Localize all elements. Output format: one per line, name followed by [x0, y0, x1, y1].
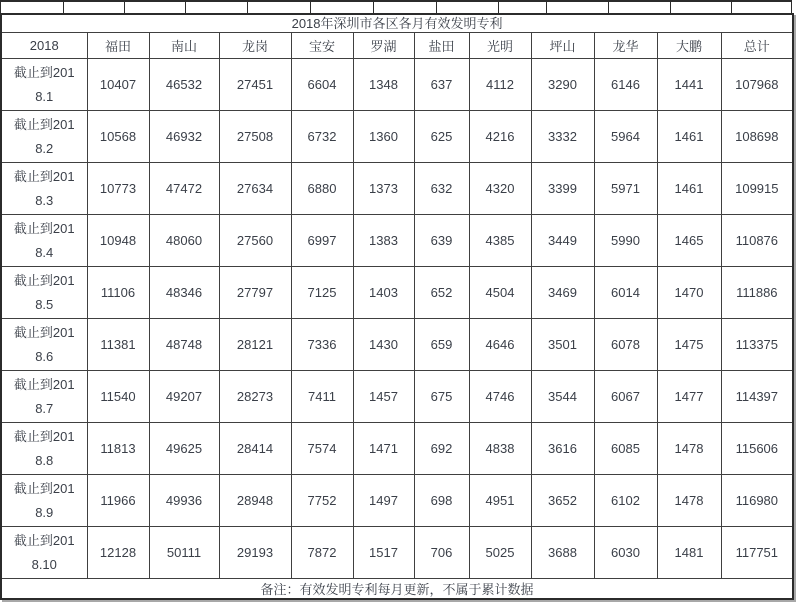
- column-header: 总计: [721, 33, 793, 59]
- table-cell: 1517: [353, 527, 414, 579]
- table-cell: 50111: [149, 527, 219, 579]
- table-cell: 4320: [469, 163, 531, 215]
- table-cell: 4646: [469, 319, 531, 371]
- table-cell: 7411: [291, 371, 353, 423]
- table-cell: 28414: [219, 423, 291, 475]
- table-cell: 1471: [353, 423, 414, 475]
- row-header: 截止到2018.3: [1, 163, 87, 215]
- column-header: 宝安: [291, 33, 353, 59]
- table-cell: 3501: [531, 319, 594, 371]
- table-cell: 6078: [594, 319, 657, 371]
- table-cell: 1477: [657, 371, 721, 423]
- table-cell: 27451: [219, 59, 291, 111]
- table-cell: 1470: [657, 267, 721, 319]
- table-cell: 1441: [657, 59, 721, 111]
- table-cell: 1497: [353, 475, 414, 527]
- column-header: 坪山: [531, 33, 594, 59]
- table-cell: 46532: [149, 59, 219, 111]
- table-cell: 48060: [149, 215, 219, 267]
- table-cell: 6146: [594, 59, 657, 111]
- table-cell: 652: [414, 267, 469, 319]
- column-header: 龙华: [594, 33, 657, 59]
- row-header: 截止到2018.2: [1, 111, 87, 163]
- table-cell: 1461: [657, 163, 721, 215]
- row-header: 截止到2018.5: [1, 267, 87, 319]
- table-cell: 7872: [291, 527, 353, 579]
- table-cell: 706: [414, 527, 469, 579]
- title-row: [1, 14, 793, 33]
- table-cell: 115606: [721, 423, 793, 475]
- table-cell: 49625: [149, 423, 219, 475]
- table-cell: 1360: [353, 111, 414, 163]
- table-cell: 111886: [721, 267, 793, 319]
- table-row: [1, 319, 793, 371]
- row-header: 截止到2018.9: [1, 475, 87, 527]
- cropped-row-above: [0, 0, 792, 13]
- table-cell: 5964: [594, 111, 657, 163]
- table-cell: 692: [414, 423, 469, 475]
- table-cell: 11540: [87, 371, 149, 423]
- table-cell: 1373: [353, 163, 414, 215]
- table-cell: 5025: [469, 527, 531, 579]
- table-cell: 4385: [469, 215, 531, 267]
- table-cell: 3652: [531, 475, 594, 527]
- table-cell: 637: [414, 59, 469, 111]
- table-cell: 5971: [594, 163, 657, 215]
- table-cell: 1465: [657, 215, 721, 267]
- table-cell: 116980: [721, 475, 793, 527]
- table-cell: 7752: [291, 475, 353, 527]
- table-cell: 7574: [291, 423, 353, 475]
- table-cell: 698: [414, 475, 469, 527]
- table-row: [1, 163, 793, 215]
- table-title: 2018年深圳市各区各月有效发明专利: [1, 14, 793, 33]
- table-cell: 1457: [353, 371, 414, 423]
- cropped-cell: [609, 2, 671, 13]
- footer-note: 备注：有效发明专利每月更新，不属于累计数据: [1, 579, 793, 600]
- table-cell: 113375: [721, 319, 793, 371]
- cropped-cell: [248, 2, 311, 13]
- patent-table: [0, 13, 794, 600]
- column-header: 盐田: [414, 33, 469, 59]
- table-cell: 11813: [87, 423, 149, 475]
- column-header: 光明: [469, 33, 531, 59]
- table-cell: 1475: [657, 319, 721, 371]
- table-row: [1, 59, 793, 111]
- table-cell: 6102: [594, 475, 657, 527]
- table-cell: 632: [414, 163, 469, 215]
- row-header: 截止到2018.6: [1, 319, 87, 371]
- table-cell: 639: [414, 215, 469, 267]
- table-cell: 6030: [594, 527, 657, 579]
- table-cell: 107968: [721, 59, 793, 111]
- table-cell: 675: [414, 371, 469, 423]
- table-cell: 4112: [469, 59, 531, 111]
- table-row: [1, 371, 793, 423]
- footer-row: [1, 579, 793, 600]
- table-cell: 46932: [149, 111, 219, 163]
- table-cell: 3449: [531, 215, 594, 267]
- table-cell: 6604: [291, 59, 353, 111]
- table-cell: 3399: [531, 163, 594, 215]
- cropped-cell: [311, 2, 374, 13]
- table-cell: 48748: [149, 319, 219, 371]
- header-row: [1, 33, 793, 59]
- table-cell: 1478: [657, 423, 721, 475]
- table-cell: 659: [414, 319, 469, 371]
- table-cell: 11106: [87, 267, 149, 319]
- table-cell: 3469: [531, 267, 594, 319]
- table-cell: 3290: [531, 59, 594, 111]
- row-header: 截止到2018.1: [1, 59, 87, 111]
- table-cell: 27560: [219, 215, 291, 267]
- table-cell: 1403: [353, 267, 414, 319]
- table-cell: 6880: [291, 163, 353, 215]
- row-header: 截止到2018.8: [1, 423, 87, 475]
- table-cell: 10773: [87, 163, 149, 215]
- table-row: [1, 423, 793, 475]
- table-cell: 28121: [219, 319, 291, 371]
- table-cell: 49936: [149, 475, 219, 527]
- table-cell: 3688: [531, 527, 594, 579]
- column-header: 龙岗: [219, 33, 291, 59]
- table-cell: 3616: [531, 423, 594, 475]
- row-header: 截止到2018.4: [1, 215, 87, 267]
- table-cell: 4216: [469, 111, 531, 163]
- table-cell: 109915: [721, 163, 793, 215]
- cropped-cell: [499, 2, 547, 13]
- table-cell: 10948: [87, 215, 149, 267]
- table-cell: 28948: [219, 475, 291, 527]
- table-cell: 4746: [469, 371, 531, 423]
- cropped-cell: [186, 2, 248, 13]
- table-cell: 3332: [531, 111, 594, 163]
- table-cell: 10568: [87, 111, 149, 163]
- table-cell: 117751: [721, 527, 793, 579]
- table-cell: 3544: [531, 371, 594, 423]
- table-cell: 108698: [721, 111, 793, 163]
- table-cell: 27634: [219, 163, 291, 215]
- cropped-cell: [374, 2, 437, 13]
- column-header: 2018: [1, 33, 87, 59]
- table-cell: 4504: [469, 267, 531, 319]
- cropped-cell: [125, 2, 186, 13]
- table-cell: 27508: [219, 111, 291, 163]
- table-cell: 49207: [149, 371, 219, 423]
- table-cell: 6014: [594, 267, 657, 319]
- table-cell: 28273: [219, 371, 291, 423]
- table-cell: 625: [414, 111, 469, 163]
- column-header: 南山: [149, 33, 219, 59]
- table-cell: 10407: [87, 59, 149, 111]
- table-cell: 110876: [721, 215, 793, 267]
- table-cell: 1478: [657, 475, 721, 527]
- table-row: [1, 111, 793, 163]
- table-cell: 48346: [149, 267, 219, 319]
- table-cell: 29193: [219, 527, 291, 579]
- table-cell: 4951: [469, 475, 531, 527]
- table-cell: 114397: [721, 371, 793, 423]
- column-header: 大鹏: [657, 33, 721, 59]
- table-row: [1, 215, 793, 267]
- cropped-cell: [671, 2, 732, 13]
- table-cell: 11966: [87, 475, 149, 527]
- table-cell: 1383: [353, 215, 414, 267]
- table-cell: 1461: [657, 111, 721, 163]
- table-cell: 11381: [87, 319, 149, 371]
- table-cell: 6085: [594, 423, 657, 475]
- table-cell: 1430: [353, 319, 414, 371]
- table-cell: 5990: [594, 215, 657, 267]
- table-cell: 6997: [291, 215, 353, 267]
- cropped-cell: [547, 2, 609, 13]
- table-cell: 7336: [291, 319, 353, 371]
- table-row: [1, 267, 793, 319]
- cropped-cell: [732, 2, 792, 13]
- table-row: [1, 475, 793, 527]
- cropped-cell: [1, 2, 64, 13]
- table-cell: 1348: [353, 59, 414, 111]
- cropped-cell: [64, 2, 125, 13]
- table-cell: 27797: [219, 267, 291, 319]
- row-header: 截止到2018.10: [1, 527, 87, 579]
- table-cell: 7125: [291, 267, 353, 319]
- row-header: 截止到2018.7: [1, 371, 87, 423]
- table-cell: 6067: [594, 371, 657, 423]
- column-header: 福田: [87, 33, 149, 59]
- table-row: [1, 527, 793, 579]
- table-cell: 47472: [149, 163, 219, 215]
- table-cell: 1481: [657, 527, 721, 579]
- table-cell: 12128: [87, 527, 149, 579]
- column-header: 罗湖: [353, 33, 414, 59]
- table-cell: 6732: [291, 111, 353, 163]
- cropped-cell: [437, 2, 499, 13]
- table-cell: 4838: [469, 423, 531, 475]
